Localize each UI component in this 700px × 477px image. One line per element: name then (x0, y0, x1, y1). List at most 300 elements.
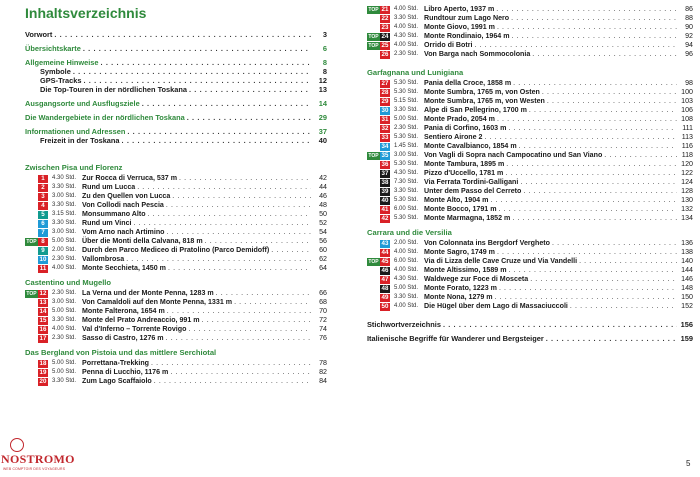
tour-name: Monte Altissimo, 1589 m (424, 266, 507, 274)
tour-number-badge: 31 (381, 115, 389, 123)
tour-duration: 5.00 Std. (52, 360, 77, 366)
tour-entry[interactable] (367, 187, 693, 196)
dot-leader (520, 178, 677, 187)
top-tour-badge (25, 247, 38, 255)
tour-name: Pania di Corfino, 1603 m (424, 124, 507, 132)
tour-entry[interactable] (25, 368, 327, 377)
tour-entry[interactable] (367, 106, 693, 115)
dot-leader (172, 192, 311, 201)
tour-duration: 6.00 Std. (394, 206, 419, 212)
tour-number-badge: 2 (38, 184, 48, 192)
tour-entry[interactable] (25, 307, 327, 316)
dot-leader (73, 67, 311, 76)
tour-page: 98 (685, 79, 693, 87)
dot-leader (512, 214, 677, 223)
dot-leader (167, 307, 311, 316)
page-number: 5 (686, 459, 691, 468)
dot-leader (495, 293, 677, 302)
tour-duration: 3.30 Std. (394, 107, 419, 113)
tour-page: 130 (681, 196, 693, 204)
dot-leader (604, 151, 677, 160)
dot-leader (497, 115, 677, 124)
tour-name: Pizzo d'Uccello, 1781 m (424, 169, 504, 177)
tour-number-badge: 19 (39, 368, 47, 376)
dot-leader (179, 174, 311, 183)
dot-leader (509, 266, 677, 275)
tour-name: Vallombrosa (82, 255, 125, 263)
tour-number-badge: 37 (381, 169, 389, 177)
tour-duration: 7.30 Std. (394, 179, 419, 185)
tour-name: Libro Aperto, 1937 m (424, 5, 495, 13)
dot-leader (187, 113, 311, 122)
top-tour-badge (367, 116, 380, 124)
tour-number-badge: 4 (38, 202, 48, 210)
front-entry-page: 8 (322, 58, 327, 67)
tour-duration: 3.00 Std. (52, 299, 77, 305)
tour-duration: 4.00 Std. (394, 6, 419, 12)
tour-number-badge: 21 (381, 5, 389, 13)
tour-entry[interactable] (367, 5, 693, 14)
tour-entry[interactable] (367, 266, 693, 275)
tour-duration: 2.30 Std. (52, 290, 77, 296)
back-matter-list (367, 311, 693, 348)
front-entry[interactable] (25, 127, 327, 136)
tour-entry[interactable] (367, 32, 693, 41)
section-heading: Zwischen Pisa und Florenz (25, 163, 123, 172)
tour-name: Monte Sumbra, 1765 m, von Osten (424, 88, 540, 96)
dot-leader (506, 160, 677, 169)
tour-number-badge: 48 (381, 284, 389, 292)
tour-number-badge: 17 (39, 334, 47, 342)
tour-duration: 4.00 Std. (52, 326, 77, 332)
right-column (367, 5, 693, 348)
dot-leader (579, 257, 677, 266)
top-tour-badge (25, 202, 38, 210)
back-entry[interactable] (367, 334, 693, 343)
tour-entry[interactable] (367, 257, 693, 266)
tour-entry[interactable] (367, 302, 693, 311)
tour-page: 72 (319, 316, 327, 324)
spacer (367, 343, 693, 348)
dot-leader (127, 127, 311, 136)
tour-page: 113 (681, 133, 693, 141)
dot-leader (513, 79, 677, 88)
tour-number-badge: 26 (381, 50, 389, 58)
dot-leader (205, 237, 311, 246)
tour-entry[interactable] (367, 151, 693, 160)
tour-entry[interactable] (25, 264, 327, 273)
tour-name: Die Hügel über dem Lago di Massaciuccoli (424, 302, 568, 310)
dot-leader (271, 246, 311, 255)
front-entry-label: Allgemeine Hinweise (25, 58, 99, 67)
front-entry-page: 40 (318, 136, 327, 145)
front-matter-list (25, 30, 327, 163)
tour-duration: 4.00 Std. (394, 249, 419, 255)
tour-number-badge: 33 (381, 133, 389, 141)
spacer (25, 145, 327, 154)
right-sections (367, 59, 693, 311)
tour-entry[interactable] (25, 210, 327, 219)
tour-duration: 5.00 Std. (52, 369, 77, 375)
tour-number-badge: 13 (39, 298, 47, 306)
tour-name: Von Collodi nach Pescia (82, 201, 164, 209)
tour-number-badge: 30 (381, 106, 389, 114)
tour-number-badge: 23 (381, 23, 389, 31)
tour-page: 78 (319, 359, 327, 367)
tour-entry[interactable] (367, 23, 693, 32)
tour-entry[interactable] (25, 298, 327, 307)
top-tour-badge (367, 89, 380, 97)
top-tour-badge (367, 179, 380, 187)
tour-duration: 1.45 Std. (394, 143, 419, 149)
tour-duration: 4.30 Std. (394, 170, 419, 176)
dot-leader (497, 248, 677, 257)
tour-duration: 4.00 Std. (394, 267, 419, 273)
tour-duration: 5.30 Std. (394, 197, 419, 203)
front-entry[interactable] (25, 58, 327, 67)
tour-name: Monte Forato, 1223 m (424, 284, 497, 292)
tour-page: 92 (685, 32, 693, 40)
tour-page: 138 (681, 248, 693, 256)
tour-number-badge: 46 (381, 266, 389, 274)
dot-leader (512, 32, 677, 41)
tour-entry[interactable] (367, 79, 693, 88)
nostromo-stamp (0, 448, 78, 477)
tour-duration: 4.00 Std. (394, 303, 419, 309)
tour-duration: 5.00 Std. (52, 238, 77, 244)
dot-leader (529, 106, 677, 115)
tour-duration: 3.00 Std. (52, 229, 77, 235)
tour-entry[interactable] (367, 97, 693, 106)
tour-entry[interactable] (367, 178, 693, 187)
top-tour-badge (25, 308, 38, 316)
tour-entry[interactable] (25, 325, 327, 334)
tour-entry[interactable] (25, 246, 327, 255)
dot-leader (496, 5, 677, 14)
tour-name: Val d'Inferno – Torrente Rovigo (82, 325, 187, 333)
tour-entry[interactable] (25, 316, 327, 325)
tour-name: Von Colonnata ins Bergdorf Vergheto (424, 239, 550, 247)
tour-number-badge: 7 (38, 229, 48, 237)
tour-page: 66 (319, 289, 327, 297)
tour-entry[interactable] (367, 275, 693, 284)
tour-entry[interactable] (367, 205, 693, 214)
dot-leader (151, 359, 311, 368)
top-tour-badge (25, 265, 38, 273)
tour-page: 100 (681, 88, 693, 96)
tour-number-badge: 29 (381, 97, 389, 105)
tour-duration: 4.30 Std. (394, 276, 419, 282)
dot-leader (547, 97, 677, 106)
spacer (367, 59, 693, 68)
top-tour-badge (367, 197, 380, 205)
tour-name: Via Ferrata Tordini-Galligani (424, 178, 519, 186)
tour-duration: 2.30 Std. (394, 51, 419, 57)
tour-duration: 4.30 Std. (394, 33, 419, 39)
tour-entry[interactable] (25, 359, 327, 368)
tour-name: Monte del Prato Andreaccio, 991 m (82, 316, 200, 324)
top-tour-badge: TOP (368, 152, 379, 159)
dot-leader (552, 239, 677, 248)
dot-leader (530, 275, 677, 284)
tour-duration: 3.15 Std. (52, 211, 77, 217)
dot-leader (490, 196, 677, 205)
top-tour-badge (25, 184, 38, 192)
tour-entry[interactable] (367, 169, 693, 178)
dot-leader (497, 23, 677, 32)
tour-entry[interactable] (367, 88, 693, 97)
tour-page: 90 (685, 23, 693, 31)
tour-entry[interactable] (25, 201, 327, 210)
tour-page: 111 (682, 124, 693, 132)
front-entry[interactable] (25, 30, 327, 39)
tour-number-badge: 42 (381, 214, 389, 222)
top-tour-badge (25, 229, 38, 237)
stamp-logo: NOSTROMO (1, 452, 75, 466)
tour-entry[interactable] (367, 293, 693, 302)
tour-entry[interactable] (25, 334, 327, 343)
top-tour-badge (367, 143, 380, 151)
tour-name: Von Barga nach Sommocolonia (424, 50, 531, 58)
dot-leader (137, 183, 311, 192)
tour-number-badge: 12 (39, 289, 47, 297)
tour-name: Pania della Croce, 1858 m (424, 79, 512, 87)
tour-page: 128 (681, 187, 693, 195)
tour-page: 140 (681, 257, 693, 265)
tour-entry[interactable] (25, 174, 327, 183)
tour-number-badge: 47 (381, 275, 389, 283)
tour-name: Monte Nona, 1279 m (424, 293, 493, 301)
tour-entry[interactable] (25, 289, 327, 298)
top-tour-badge (367, 285, 380, 293)
tour-duration: 5.00 Std. (394, 116, 419, 122)
top-tour-badge (25, 360, 38, 368)
tour-name: Sasso di Castro, 1276 m (82, 334, 164, 342)
dot-leader (154, 377, 311, 386)
tour-name: Rund um Lucca (82, 183, 136, 191)
dot-leader (570, 302, 677, 311)
tour-name: Monsummano Alto (82, 210, 146, 218)
tour-name: Monte Bocco, 1791 m (424, 205, 497, 213)
tour-name: Monte Giovo, 1991 m (424, 23, 495, 31)
tour-entry[interactable] (367, 50, 693, 59)
tour-number-badge: 44 (381, 248, 389, 256)
tour-name: Penna di Lucchio, 1176 m (82, 368, 169, 376)
top-tour-badge: TOP (368, 6, 379, 13)
tour-page: 76 (319, 334, 327, 342)
tour-page: 70 (319, 307, 327, 315)
front-entry[interactable] (25, 113, 327, 122)
top-tour-badge: TOP (26, 238, 37, 245)
top-tour-badge (367, 15, 380, 23)
front-entry-label: Übersichtskarte (25, 44, 81, 53)
tour-duration: 4.00 Std. (394, 24, 419, 30)
tour-entry[interactable] (25, 192, 327, 201)
tour-number-badge: 1 (38, 175, 48, 183)
front-entry[interactable] (25, 99, 327, 108)
top-tour-badge (367, 24, 380, 32)
front-entry-page: 8 (322, 67, 327, 76)
top-tour-badge (25, 193, 38, 201)
front-entry[interactable] (25, 44, 327, 53)
tour-entry[interactable] (367, 239, 693, 248)
section-heading: Das Bergland von Pistoia und das mittlere Serchiotal (25, 348, 217, 357)
dot-leader (234, 298, 311, 307)
tour-page: 134 (681, 214, 693, 222)
dot-leader (101, 58, 311, 67)
tour-page: 106 (681, 106, 693, 114)
tour-duration: 5.15 Std. (394, 98, 419, 104)
tour-entry[interactable] (367, 41, 693, 50)
dot-leader (474, 41, 677, 50)
top-tour-badge (25, 326, 38, 334)
dot-leader (126, 255, 311, 264)
front-entry-label: GPS-Tracks (40, 76, 82, 85)
tour-entry[interactable] (367, 196, 693, 205)
tour-entry[interactable] (25, 377, 327, 386)
left-column (25, 30, 327, 386)
front-entry-label: Ausgangsorte und Ausflugsziele (25, 99, 140, 108)
tour-entry[interactable] (25, 237, 327, 246)
tour-page: 122 (681, 169, 693, 177)
top-tour-badge (25, 369, 38, 377)
dot-leader (166, 334, 311, 343)
tour-duration: 3.30 Std. (52, 220, 77, 226)
tour-name: Waldwege zur Foce di Mosceta (424, 275, 529, 283)
tour-number-badge: 18 (39, 359, 47, 367)
dot-leader (167, 228, 312, 237)
tour-page: 94 (685, 41, 693, 49)
tour-number-badge: 28 (381, 88, 389, 96)
front-entry-page: 37 (318, 127, 327, 136)
tour-entry[interactable] (25, 219, 327, 228)
dot-leader (532, 50, 677, 59)
top-tour-badge (367, 294, 380, 302)
tour-entry[interactable] (367, 160, 693, 169)
tour-entry[interactable] (367, 214, 693, 223)
tour-duration: 3.30 Std. (52, 202, 77, 208)
tour-entry[interactable] (367, 248, 693, 257)
stamp-ring-icon (10, 438, 24, 452)
tour-entry[interactable] (25, 255, 327, 264)
back-entry-page: 159 (680, 334, 693, 343)
tour-name: Rund um Vinci (82, 219, 132, 227)
front-entry[interactable] (25, 136, 327, 145)
tour-page: 146 (681, 275, 693, 283)
tour-name: Rundtour zum Lago Nero (424, 14, 510, 22)
top-tour-badge (367, 170, 380, 178)
tour-entry[interactable] (367, 142, 693, 151)
tour-name: Monte Cavalbianco, 1854 m (424, 142, 517, 150)
dot-leader (499, 205, 677, 214)
tour-page: 60 (319, 246, 327, 254)
tour-name: Zur Rocca di Verruca, 537 m (82, 174, 178, 182)
tour-entry[interactable] (25, 228, 327, 237)
tour-duration: 3.00 Std. (394, 152, 419, 158)
tour-entry[interactable] (367, 284, 693, 293)
tour-number-badge: 41 (381, 205, 389, 213)
tour-number-badge: 20 (39, 377, 47, 385)
tour-duration: 2.30 Std. (52, 256, 77, 262)
tour-entry[interactable] (367, 115, 693, 124)
dot-leader (54, 30, 311, 39)
tour-duration: 6.00 Std. (394, 258, 419, 264)
top-tour-badge (25, 378, 38, 386)
tour-name: Zum Lago Scaffaiolo (82, 377, 152, 385)
section-heading: Garfagnana und Lunigiana (367, 68, 464, 77)
back-entry[interactable] (367, 320, 693, 329)
front-entry[interactable] (25, 76, 327, 85)
tour-duration: 2.30 Std. (394, 125, 419, 131)
tour-entry[interactable] (367, 14, 693, 23)
tour-name: Monte Alto, 1904 m (424, 196, 489, 204)
tour-number-badge: 5 (38, 211, 48, 219)
front-entry-page: 3 (322, 30, 327, 39)
top-tour-badge (367, 98, 380, 106)
tour-name: Via di Lizza delle Cave Cruze und Via Vandelli (424, 257, 578, 265)
left-sections (25, 163, 327, 386)
tour-entry[interactable] (25, 183, 327, 192)
top-tour-badge (367, 51, 380, 59)
tour-page: 108 (681, 115, 693, 123)
dot-leader (523, 187, 677, 196)
tour-duration: 3.30 Std. (394, 294, 419, 300)
front-entry[interactable] (25, 67, 327, 76)
tour-number-badge: 15 (39, 316, 47, 324)
tour-number-badge: 16 (39, 325, 47, 333)
tour-name: Vom Arno nach Artimino (82, 228, 165, 236)
tour-number-badge: 39 (381, 187, 389, 195)
tour-name: Von Camaldoli auf den Monte Penna, 1331 m (82, 298, 233, 306)
section-heading: Carrara und die Versilia (367, 228, 452, 237)
spacer (367, 311, 693, 320)
dot-leader (84, 76, 312, 85)
tour-name: Alpe di San Pellegrino, 1700 m (424, 106, 527, 114)
tour-page: 96 (685, 50, 693, 58)
tour-name: Monte Prado, 2054 m (424, 115, 495, 123)
tour-duration: 3.30 Std. (394, 15, 419, 21)
front-entry-page: 12 (318, 76, 327, 85)
tour-duration: 2.00 Std. (52, 247, 77, 253)
tour-page: 42 (319, 174, 327, 182)
tour-name: Monte Falterona, 1654 m (82, 307, 165, 315)
dot-leader (189, 85, 311, 94)
tour-page: 68 (319, 298, 327, 306)
top-tour-badge (367, 240, 380, 248)
front-entry[interactable] (25, 85, 327, 94)
dot-leader (216, 289, 311, 298)
dot-leader (166, 201, 311, 210)
top-tour-badge (25, 299, 38, 307)
tour-number-badge: 43 (381, 239, 389, 247)
front-entry-label: Symbole (40, 67, 71, 76)
tour-number-badge: 10 (39, 255, 47, 263)
dot-leader (188, 325, 311, 334)
top-tour-badge: TOP (368, 258, 379, 265)
tour-page: 124 (681, 178, 693, 186)
top-tour-badge: TOP (26, 290, 37, 297)
tour-duration: 2.00 Std. (394, 240, 419, 246)
tour-page: 50 (319, 210, 327, 218)
tour-name: Über die Monti della Calvana, 818 m (82, 237, 203, 245)
tour-entry[interactable] (367, 133, 693, 142)
tour-number-badge: 6 (38, 220, 48, 228)
tour-entry[interactable] (367, 124, 693, 133)
top-tour-badge (25, 220, 38, 228)
top-tour-badge (25, 256, 38, 264)
dot-leader (83, 44, 311, 53)
tour-number-badge: 49 (381, 293, 389, 301)
